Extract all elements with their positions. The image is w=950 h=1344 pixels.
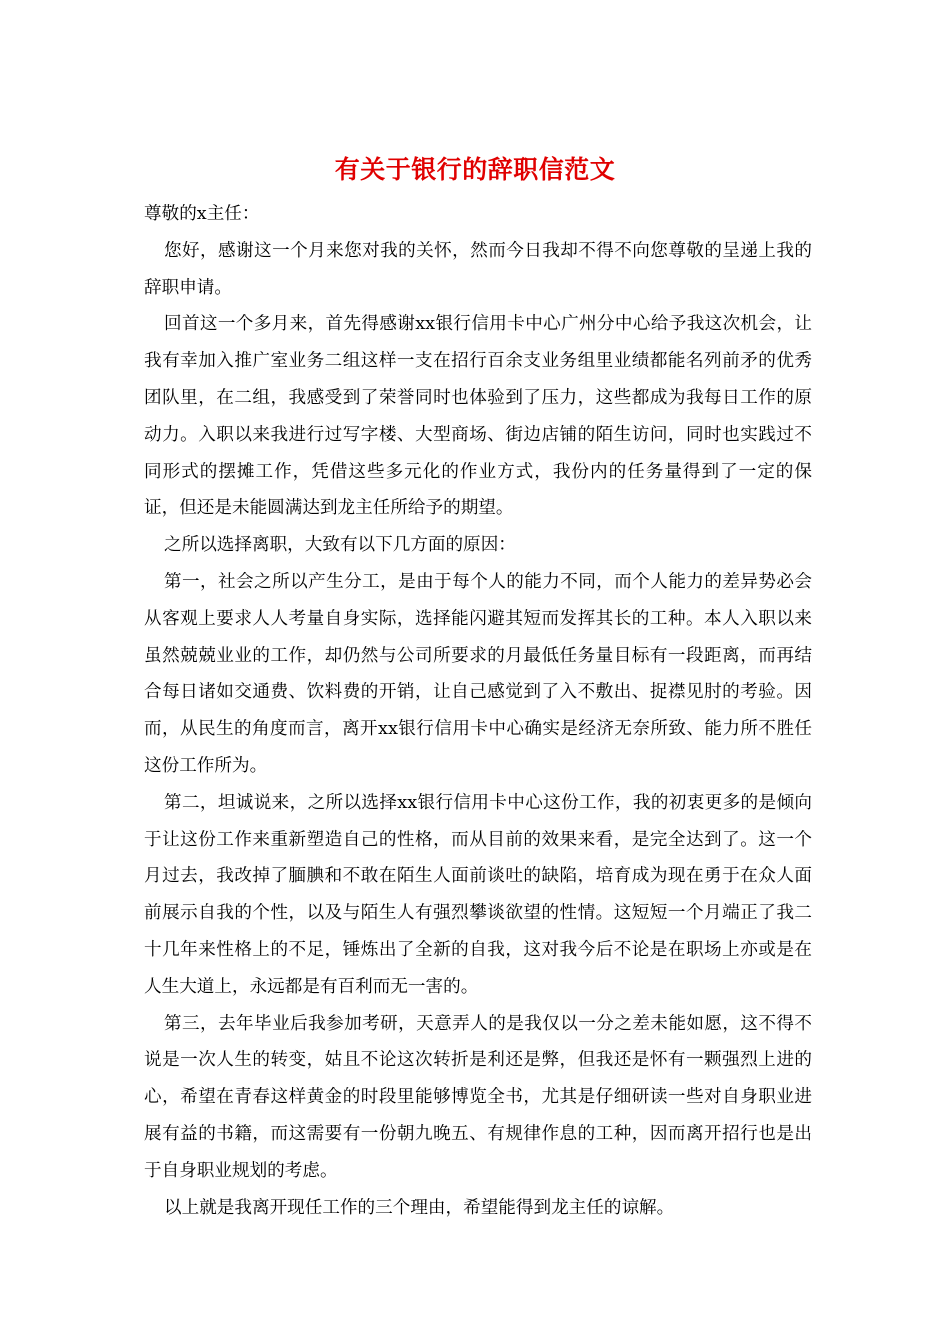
paragraph-reason-three: 第三，去年毕业后我参加考研，天意弄人的是我仅以一分之差未能如愿，这不得不说是一次人生的转变，姑且不论这次转折是利还是弊，但我还是怀有一颗强烈上进的心，希望在青春这样黄金的时段里能够博览全书，尤其是仔细研读一些对自身职业进展有益的书籍，而这需要有一份朝九晚五、有规律作息的工种，因而离开招行也是出于自身职业规划的考虑。 (144, 1013, 812, 1181)
paragraph-reasons-intro: 之所以选择离职，大致有以下几方面的原因： (164, 535, 516, 556)
paragraph-closing: 以上就是我离开现任工作的三个理由，希望能得到龙主任的谅解。 (164, 1197, 675, 1218)
paragraph-review: 回首这一个多月来，首先得感谢xx银行信用卡中心广州分中心给予我这次机会，让我有幸加入推广室业务二组这样一支在招行百余支业务组里业绩都能名列前矛的优秀团队里，在二组，我感受到了荣誉同时也体验到了压力，这些都成为我每日工作的原动力。入职以来我进行过写字楼、大型商场、街边店铺的陌生访问，同时也实践过不同形式的摆摊工作，凭借这些多元化的作业方式，我份内的任务量得到了一定的保证，但还是未能圆满达到龙主任所给予的期望。 (144, 314, 812, 519)
paragraph-reason-two: 第二，坦诚说来，之所以选择xx银行信用卡中心这份工作，我的初衷更多的是倾向于让这份工作来重新塑造自己的性格，而从目前的效果来看，是完全达到了。这一个月过去，我改掉了腼腆和不敢在陌生人面前谈吐的缺陷，培育成为现在勇于在众人面前展示自我的个性，以及与陌生人有强烈攀谈欲望的性情。这短短一个月端正了我二十几年来性格上的不足，锤炼出了全新的自我，这对我今后不论是在职场上亦或是在人生大道上，永远都是有百利而无一害的。 (144, 792, 812, 997)
paragraph-reason-one: 第一，社会之所以产生分工，是由于每个人的能力不同，而个人能力的差异势必会从客观上要求人人考量自身实际，选择能闪避其短而发挥其长的工种。本人入职以来虽然兢兢业业的工作，却仍然与公司所要求的月最低任务量目标有一段距离，而再结合每日诸如交通费、饮料费的开销，让自己感觉到了入不敷出、捉襟见肘的考验。因而，从民生的角度而言，离开xx银行信用卡中心确实是经济无奈所致、能力所不胜任这份工作所为。 (144, 571, 812, 776)
document-title: 有关于银行的辞职信范文 (334, 155, 616, 184)
salutation: 尊敬的x主任： (144, 204, 260, 224)
paragraph-greeting: 您好，感谢这一个月来您对我的关怀，然而今日我却不得不向您尊敬的呈递上我的辞职申请。 (144, 240, 812, 298)
letter-body (144, 196, 812, 1226)
